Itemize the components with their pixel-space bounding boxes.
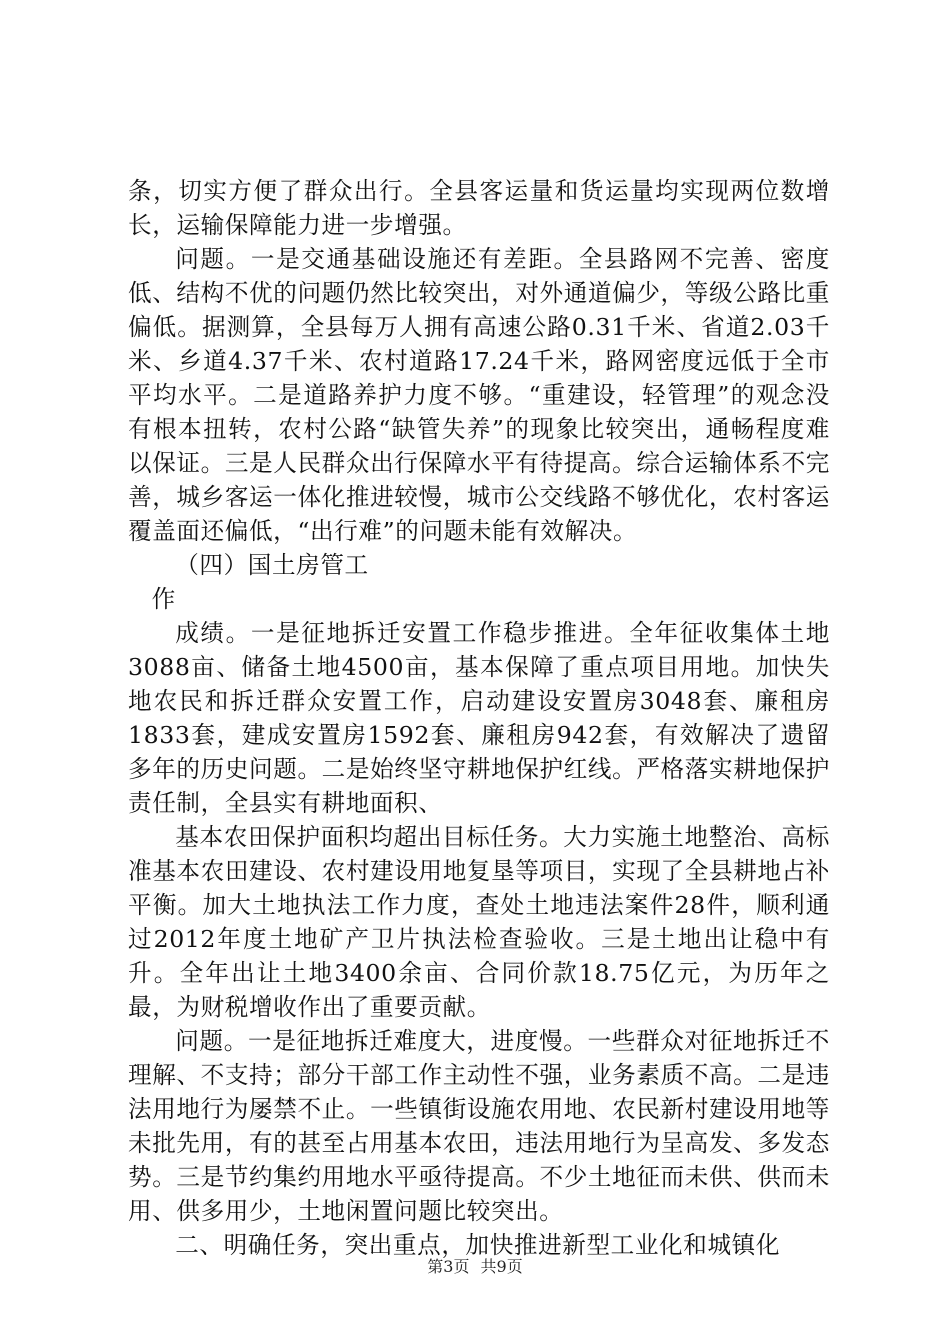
- section-heading-land-housing: （四）国土房管工: [175, 551, 369, 579]
- document-body: [128, 174, 830, 1262]
- paragraph-section-two-title: 二、明确任务，突出重点，加快推进新型工业化和城镇化: [175, 1231, 781, 1259]
- page-total: 共9页: [480, 1257, 523, 1276]
- paragraph-farmland-protection: 基本农田保护面积均超出目标任务。大力实施土地整治、高标准基本农田建设、农村建设用地复垦等项目，实现了全县耕地占补平衡。加大土地执法工作力度，查处土地违法案件28件，顺利通过2012年度土地矿产卫片执法检查验收。三是土地出让稳中有升。全年出让土地3400余亩、合同价款18.75亿元，为历年之最，为财税增收作出了重要贡献。: [128, 823, 830, 1021]
- paragraph-land-achievements: 成绩。一是征地拆迁安置工作稳步推进。全年征收集体土地3088亩、储备土地4500亩，基本保障了重点项目用地。加快失地农民和拆迁群众安置工作，启动建设安置房3048套、廉租房1833套，建成安置房1592套、廉租房942套，有效解决了遗留多年的历史问题。二是始终坚守耕地保护红线。严格落实耕地保护责任制，全县实有耕地面积、: [128, 619, 830, 817]
- paragraph-transport-continuation: 条，切实方便了群众出行。全县客运量和货运量均实现两位数增长，运输保障能力进一步增强。: [128, 177, 830, 239]
- paragraph-land-problems: 问题。一是征地拆迁难度大，进度慢。一些群众对征地拆迁不理解、不支持；部分干部工作主动性不强，业务素质不高。二是违法用地行为屡禁不止。一些镇街设施农用地、农民新村建设用地等未批先用，有的甚至占用基本农田，违法用地行为呈高发、多发态势。三是节约集约用地水平亟待提高。不少土地征而未供、供而未用、供多用少，土地闲置问题比较突出。: [128, 1027, 830, 1225]
- paragraph-transport-problems: 问题。一是交通基础设施还有差距。全县路网不完善、密度低、结构不优的问题仍然比较突出，对外通道偏少，等级公路比重偏低。据测算，全县每万人拥有高速公路0.31千米、省道2.03千米、乡道4.37千米、农村道路17.24千米，路网密度远低于全市平均水平。二是道路养护力度不够。“重建设，轻管理”的观念没有根本扭转，农村公路“缺管失养”的现象比较突出，通畅程度难以保证。三是人民群众出行保障水平有待提高。综合运输体系不完善，城乡客运一体化推进较慢，城市公交线路不够优化，农村客运覆盖面还偏低，“出行难”的问题未能有效解决。: [128, 245, 830, 545]
- page-footer: [0, 1257, 950, 1277]
- page-number: 第3页: [427, 1257, 470, 1276]
- section-heading-land-housing-wrap: 作: [151, 585, 176, 613]
